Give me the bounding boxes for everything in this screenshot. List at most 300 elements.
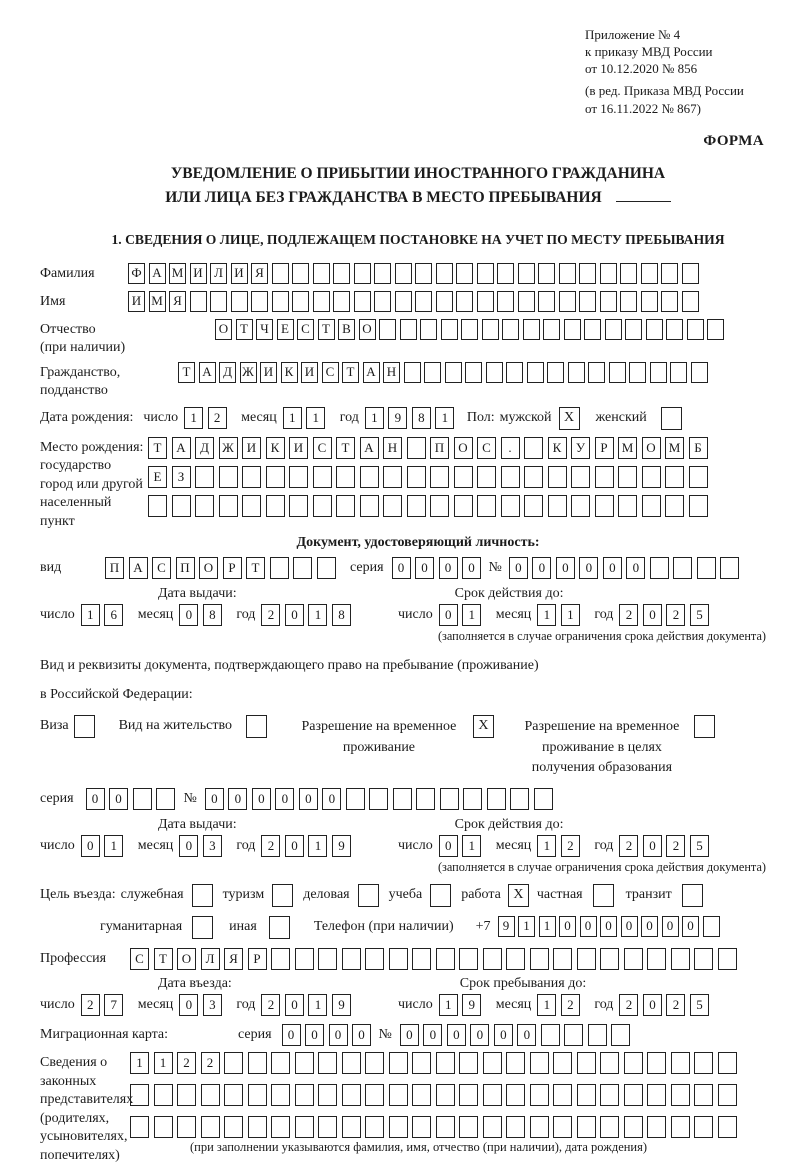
char-box[interactable]: [271, 1116, 290, 1138]
char-box[interactable]: [456, 263, 473, 284]
char-box[interactable]: [609, 362, 626, 383]
char-box[interactable]: 2: [666, 835, 685, 857]
char-box[interactable]: 9: [332, 835, 351, 857]
char-box[interactable]: [518, 291, 535, 312]
char-box[interactable]: [231, 291, 248, 312]
char-box[interactable]: 0: [392, 557, 411, 579]
char-box[interactable]: [642, 495, 661, 517]
char-box[interactable]: 0: [285, 835, 304, 857]
char-box[interactable]: [148, 495, 167, 517]
char-box[interactable]: [379, 319, 396, 340]
char-box[interactable]: 0: [621, 916, 638, 937]
char-box[interactable]: [412, 1084, 431, 1106]
char-box[interactable]: [646, 319, 663, 340]
char-box[interactable]: А: [149, 263, 166, 284]
char-box[interactable]: Н: [383, 437, 402, 459]
char-box[interactable]: Е: [148, 466, 167, 488]
char-box[interactable]: 0: [285, 994, 304, 1016]
char-box[interactable]: [459, 1084, 478, 1106]
char-box[interactable]: 0: [228, 788, 247, 810]
char-box[interactable]: [412, 948, 431, 970]
char-box[interactable]: [251, 291, 268, 312]
char-box[interactable]: [600, 1084, 619, 1106]
char-box[interactable]: 0: [682, 916, 699, 937]
char-box[interactable]: Ж: [240, 362, 257, 383]
char-box[interactable]: 1: [518, 916, 535, 937]
char-box[interactable]: 0: [439, 557, 458, 579]
char-box[interactable]: [661, 263, 678, 284]
purpose-business-checkbox[interactable]: [358, 884, 379, 907]
char-box[interactable]: 1: [462, 835, 481, 857]
char-box[interactable]: П: [430, 437, 449, 459]
char-box[interactable]: 0: [600, 916, 617, 937]
char-box[interactable]: [416, 788, 435, 810]
char-box[interactable]: М: [618, 437, 637, 459]
char-box[interactable]: 2: [619, 604, 638, 626]
char-box[interactable]: [486, 362, 503, 383]
char-box[interactable]: [292, 291, 309, 312]
char-box[interactable]: 8: [332, 604, 351, 626]
char-box[interactable]: Я: [251, 263, 268, 284]
char-box[interactable]: [248, 1084, 267, 1106]
char-box[interactable]: А: [199, 362, 216, 383]
char-box[interactable]: [720, 557, 739, 579]
char-box[interactable]: 7: [104, 994, 123, 1016]
char-box[interactable]: [477, 466, 496, 488]
char-box[interactable]: П: [105, 557, 124, 579]
char-box[interactable]: [477, 263, 494, 284]
char-box[interactable]: 0: [559, 916, 576, 937]
char-box[interactable]: 2: [619, 994, 638, 1016]
char-box[interactable]: 0: [643, 835, 662, 857]
char-box[interactable]: А: [172, 437, 191, 459]
char-box[interactable]: [454, 495, 473, 517]
char-box[interactable]: [295, 948, 314, 970]
char-box[interactable]: [210, 291, 227, 312]
char-box[interactable]: [289, 466, 308, 488]
char-box[interactable]: [595, 495, 614, 517]
char-box[interactable]: 1: [130, 1052, 149, 1074]
char-box[interactable]: [577, 1052, 596, 1074]
char-box[interactable]: 2: [201, 1052, 220, 1074]
purpose-study-checkbox[interactable]: [430, 884, 451, 907]
char-box[interactable]: 1: [306, 407, 325, 429]
char-box[interactable]: [219, 466, 238, 488]
char-box[interactable]: 0: [603, 557, 622, 579]
char-box[interactable]: [177, 1084, 196, 1106]
char-box[interactable]: [600, 291, 617, 312]
char-box[interactable]: [510, 788, 529, 810]
char-box[interactable]: 0: [447, 1024, 466, 1046]
char-box[interactable]: [523, 319, 540, 340]
char-box[interactable]: О: [199, 557, 218, 579]
char-box[interactable]: 1: [462, 604, 481, 626]
char-box[interactable]: [219, 495, 238, 517]
char-box[interactable]: [506, 1084, 525, 1106]
char-box[interactable]: 2: [561, 994, 580, 1016]
char-box[interactable]: О: [642, 437, 661, 459]
char-box[interactable]: Р: [248, 948, 267, 970]
char-box[interactable]: [647, 1084, 666, 1106]
char-box[interactable]: Д: [219, 362, 236, 383]
char-box[interactable]: [224, 1084, 243, 1106]
char-box[interactable]: [600, 1116, 619, 1138]
char-box[interactable]: [313, 263, 330, 284]
char-box[interactable]: 0: [580, 916, 597, 937]
char-box[interactable]: [318, 1116, 337, 1138]
char-box[interactable]: [342, 1084, 361, 1106]
purpose-official-checkbox[interactable]: [192, 884, 213, 907]
char-box[interactable]: [436, 1084, 455, 1106]
char-box[interactable]: 0: [643, 604, 662, 626]
char-box[interactable]: О: [215, 319, 232, 340]
char-box[interactable]: [354, 263, 371, 284]
char-box[interactable]: [195, 466, 214, 488]
char-box[interactable]: [389, 948, 408, 970]
char-box[interactable]: [571, 495, 590, 517]
char-box[interactable]: [497, 263, 514, 284]
char-box[interactable]: [295, 1052, 314, 1074]
char-box[interactable]: 8: [412, 407, 431, 429]
char-box[interactable]: [224, 1116, 243, 1138]
char-box[interactable]: [295, 1084, 314, 1106]
char-box[interactable]: [707, 319, 724, 340]
char-box[interactable]: З: [172, 466, 191, 488]
char-box[interactable]: [156, 788, 175, 810]
char-box[interactable]: 5: [690, 994, 709, 1016]
char-box[interactable]: [242, 495, 261, 517]
char-box[interactable]: [527, 362, 544, 383]
char-box[interactable]: В: [338, 319, 355, 340]
char-box[interactable]: [483, 1116, 502, 1138]
char-box[interactable]: [538, 291, 555, 312]
char-box[interactable]: 3: [203, 994, 222, 1016]
char-box[interactable]: 0: [556, 557, 575, 579]
char-box[interactable]: 2: [619, 835, 638, 857]
char-box[interactable]: Л: [210, 263, 227, 284]
char-box[interactable]: [506, 1116, 525, 1138]
char-box[interactable]: 0: [415, 557, 434, 579]
char-box[interactable]: У: [571, 437, 590, 459]
char-box[interactable]: Т: [148, 437, 167, 459]
char-box[interactable]: [177, 1116, 196, 1138]
char-box[interactable]: [691, 362, 708, 383]
char-box[interactable]: [694, 1116, 713, 1138]
char-box[interactable]: Н: [383, 362, 400, 383]
visa-checkbox[interactable]: [74, 715, 95, 738]
char-box[interactable]: [463, 788, 482, 810]
char-box[interactable]: [671, 1052, 690, 1074]
char-box[interactable]: [624, 1084, 643, 1106]
char-box[interactable]: 1: [537, 994, 556, 1016]
char-box[interactable]: [224, 1052, 243, 1074]
char-box[interactable]: [642, 466, 661, 488]
char-box[interactable]: [459, 948, 478, 970]
char-box[interactable]: 0: [81, 835, 100, 857]
char-box[interactable]: [497, 291, 514, 312]
char-box[interactable]: .: [501, 437, 520, 459]
char-box[interactable]: [600, 263, 617, 284]
char-box[interactable]: [266, 466, 285, 488]
char-box[interactable]: [272, 291, 289, 312]
char-box[interactable]: [318, 1084, 337, 1106]
char-box[interactable]: [270, 557, 289, 579]
char-box[interactable]: [154, 1084, 173, 1106]
char-box[interactable]: [336, 466, 355, 488]
char-box[interactable]: [620, 291, 637, 312]
char-box[interactable]: 2: [261, 994, 280, 1016]
char-box[interactable]: [682, 291, 699, 312]
char-box[interactable]: [568, 362, 585, 383]
char-box[interactable]: 0: [532, 557, 551, 579]
char-box[interactable]: 0: [252, 788, 271, 810]
char-box[interactable]: [506, 362, 523, 383]
char-box[interactable]: О: [177, 948, 196, 970]
char-box[interactable]: [436, 1052, 455, 1074]
char-box[interactable]: 0: [439, 604, 458, 626]
char-box[interactable]: [313, 466, 332, 488]
char-box[interactable]: [389, 1116, 408, 1138]
char-box[interactable]: [530, 1116, 549, 1138]
char-box[interactable]: [548, 466, 567, 488]
char-box[interactable]: 0: [86, 788, 105, 810]
char-box[interactable]: [365, 1116, 384, 1138]
char-box[interactable]: [195, 495, 214, 517]
char-box[interactable]: [400, 319, 417, 340]
char-box[interactable]: [374, 291, 391, 312]
char-box[interactable]: П: [176, 557, 195, 579]
char-box[interactable]: 5: [690, 835, 709, 857]
char-box[interactable]: 0: [352, 1024, 371, 1046]
char-box[interactable]: [430, 495, 449, 517]
char-box[interactable]: 0: [299, 788, 318, 810]
char-box[interactable]: [461, 319, 478, 340]
char-box[interactable]: [407, 437, 426, 459]
char-box[interactable]: 2: [261, 835, 280, 857]
char-box[interactable]: [395, 263, 412, 284]
char-box[interactable]: Т: [318, 319, 335, 340]
char-box[interactable]: 0: [423, 1024, 442, 1046]
char-box[interactable]: И: [128, 291, 145, 312]
char-box[interactable]: [248, 1116, 267, 1138]
char-box[interactable]: [483, 948, 502, 970]
char-box[interactable]: [625, 319, 642, 340]
char-box[interactable]: 1: [104, 835, 123, 857]
char-box[interactable]: 0: [282, 1024, 301, 1046]
char-box[interactable]: [618, 495, 637, 517]
char-box[interactable]: [465, 362, 482, 383]
char-box[interactable]: [342, 1052, 361, 1074]
char-box[interactable]: Ф: [128, 263, 145, 284]
char-box[interactable]: [647, 1116, 666, 1138]
char-box[interactable]: [718, 1052, 737, 1074]
char-box[interactable]: И: [260, 362, 277, 383]
char-box[interactable]: [524, 495, 543, 517]
char-box[interactable]: 1: [365, 407, 384, 429]
char-box[interactable]: [564, 1024, 583, 1046]
char-box[interactable]: 3: [203, 835, 222, 857]
char-box[interactable]: 0: [662, 916, 679, 937]
char-box[interactable]: [718, 1084, 737, 1106]
char-box[interactable]: С: [297, 319, 314, 340]
char-box[interactable]: О: [454, 437, 473, 459]
char-box[interactable]: [647, 948, 666, 970]
char-box[interactable]: А: [360, 437, 379, 459]
char-box[interactable]: [271, 948, 290, 970]
char-box[interactable]: [404, 362, 421, 383]
char-box[interactable]: [313, 291, 330, 312]
char-box[interactable]: 0: [285, 604, 304, 626]
char-box[interactable]: [201, 1116, 220, 1138]
char-box[interactable]: Е: [277, 319, 294, 340]
char-box[interactable]: 2: [208, 407, 227, 429]
purpose-humanitarian-checkbox[interactable]: [192, 916, 213, 939]
char-box[interactable]: 1: [283, 407, 302, 429]
char-box[interactable]: [670, 362, 687, 383]
char-box[interactable]: [412, 1052, 431, 1074]
char-box[interactable]: О: [359, 319, 376, 340]
char-box[interactable]: М: [665, 437, 684, 459]
char-box[interactable]: [360, 495, 379, 517]
char-box[interactable]: [271, 1084, 290, 1106]
char-box[interactable]: [502, 319, 519, 340]
char-box[interactable]: [605, 319, 622, 340]
char-box[interactable]: [694, 1052, 713, 1074]
char-box[interactable]: [559, 291, 576, 312]
char-box[interactable]: [647, 1052, 666, 1074]
char-box[interactable]: [456, 291, 473, 312]
char-box[interactable]: [436, 263, 453, 284]
char-box[interactable]: [342, 1116, 361, 1138]
char-box[interactable]: [393, 788, 412, 810]
char-box[interactable]: С: [130, 948, 149, 970]
char-box[interactable]: 0: [579, 557, 598, 579]
char-box[interactable]: [588, 362, 605, 383]
char-box[interactable]: [440, 788, 459, 810]
char-box[interactable]: С: [477, 437, 496, 459]
char-box[interactable]: [295, 1116, 314, 1138]
char-box[interactable]: 1: [537, 835, 556, 857]
char-box[interactable]: [436, 1116, 455, 1138]
char-box[interactable]: [665, 495, 684, 517]
char-box[interactable]: [595, 466, 614, 488]
char-box[interactable]: [650, 362, 667, 383]
char-box[interactable]: [292, 263, 309, 284]
char-box[interactable]: [389, 1052, 408, 1074]
char-box[interactable]: С: [152, 557, 171, 579]
char-box[interactable]: [548, 495, 567, 517]
char-box[interactable]: [524, 437, 543, 459]
char-box[interactable]: [641, 263, 658, 284]
char-box[interactable]: [671, 948, 690, 970]
char-box[interactable]: И: [190, 263, 207, 284]
char-box[interactable]: [407, 495, 426, 517]
char-box[interactable]: Т: [342, 362, 359, 383]
char-box[interactable]: 0: [462, 557, 481, 579]
char-box[interactable]: Л: [201, 948, 220, 970]
purpose-work-checkbox[interactable]: X: [508, 884, 529, 907]
char-box[interactable]: [506, 1052, 525, 1074]
char-box[interactable]: 2: [261, 604, 280, 626]
char-box[interactable]: Т: [154, 948, 173, 970]
char-box[interactable]: [248, 1052, 267, 1074]
char-box[interactable]: [482, 319, 499, 340]
char-box[interactable]: [624, 1052, 643, 1074]
char-box[interactable]: К: [281, 362, 298, 383]
char-box[interactable]: 0: [179, 835, 198, 857]
char-box[interactable]: Т: [336, 437, 355, 459]
char-box[interactable]: Р: [223, 557, 242, 579]
char-box[interactable]: 1: [308, 604, 327, 626]
purpose-transit-checkbox[interactable]: [682, 884, 703, 907]
char-box[interactable]: М: [149, 291, 166, 312]
char-box[interactable]: [624, 948, 643, 970]
char-box[interactable]: 1: [81, 604, 100, 626]
char-box[interactable]: И: [231, 263, 248, 284]
purpose-tourism-checkbox[interactable]: [272, 884, 293, 907]
char-box[interactable]: [673, 557, 692, 579]
char-box[interactable]: [620, 263, 637, 284]
char-box[interactable]: [703, 916, 720, 937]
char-box[interactable]: [538, 263, 555, 284]
char-box[interactable]: 0: [643, 994, 662, 1016]
char-box[interactable]: [579, 291, 596, 312]
char-box[interactable]: Б: [689, 437, 708, 459]
char-box[interactable]: 2: [177, 1052, 196, 1074]
char-box[interactable]: 2: [666, 604, 685, 626]
char-box[interactable]: 1: [537, 604, 556, 626]
char-box[interactable]: [553, 1116, 572, 1138]
char-box[interactable]: 9: [462, 994, 481, 1016]
char-box[interactable]: И: [289, 437, 308, 459]
char-box[interactable]: [671, 1116, 690, 1138]
char-box[interactable]: [665, 466, 684, 488]
char-box[interactable]: [445, 362, 462, 383]
char-box[interactable]: [571, 466, 590, 488]
char-box[interactable]: Т: [236, 319, 253, 340]
char-box[interactable]: [487, 788, 506, 810]
char-box[interactable]: [553, 1084, 572, 1106]
char-box[interactable]: [718, 1116, 737, 1138]
char-box[interactable]: 0: [179, 994, 198, 1016]
char-box[interactable]: 0: [509, 557, 528, 579]
char-box[interactable]: [383, 466, 402, 488]
purpose-private-checkbox[interactable]: [593, 884, 614, 907]
char-box[interactable]: 6: [104, 604, 123, 626]
char-box[interactable]: [459, 1116, 478, 1138]
char-box[interactable]: [454, 466, 473, 488]
char-box[interactable]: К: [548, 437, 567, 459]
char-box[interactable]: [579, 263, 596, 284]
char-box[interactable]: [407, 466, 426, 488]
char-box[interactable]: 1: [184, 407, 203, 429]
char-box[interactable]: [293, 557, 312, 579]
char-box[interactable]: Я: [224, 948, 243, 970]
char-box[interactable]: [459, 1052, 478, 1074]
char-box[interactable]: [534, 788, 553, 810]
char-box[interactable]: [415, 291, 432, 312]
char-box[interactable]: [584, 319, 601, 340]
char-box[interactable]: [369, 788, 388, 810]
char-box[interactable]: 0: [179, 604, 198, 626]
char-box[interactable]: Т: [178, 362, 195, 383]
char-box[interactable]: [553, 1052, 572, 1074]
char-box[interactable]: 1: [154, 1052, 173, 1074]
char-box[interactable]: [289, 495, 308, 517]
char-box[interactable]: А: [363, 362, 380, 383]
char-box[interactable]: 0: [470, 1024, 489, 1046]
char-box[interactable]: [553, 948, 572, 970]
